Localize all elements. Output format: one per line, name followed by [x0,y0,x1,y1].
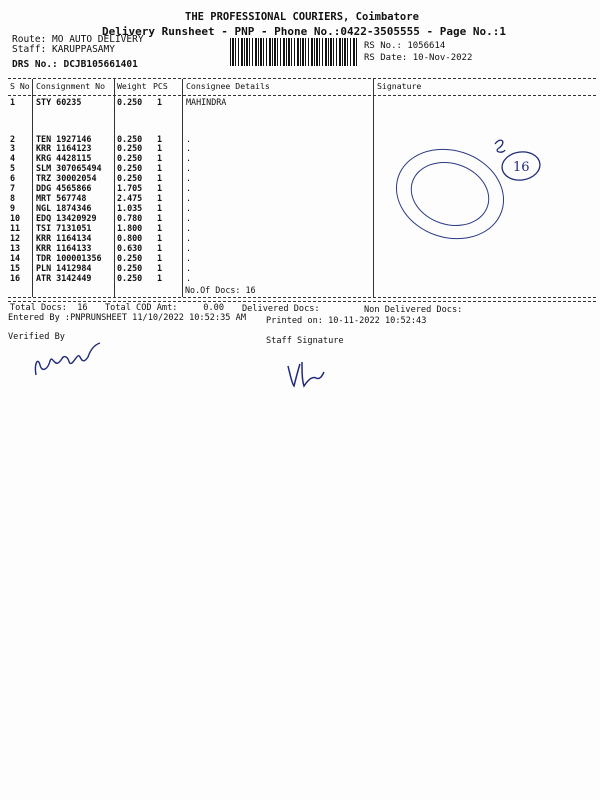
row-consignee: . [186,134,192,144]
row-weight: 0.800 [117,233,143,243]
row-weight: 0.250 [117,97,143,107]
row-sno: 15 [10,263,21,273]
delivered-docs: Delivered Docs: [242,304,320,314]
col-header-sno: S No [10,81,30,91]
row-pcs: 1 [157,183,163,193]
row-pcs: 1 [157,203,163,213]
row-sno: 1 [10,97,16,107]
row-sno: 11 [10,223,21,233]
barcode-icon [230,38,358,66]
row-consignee: . [186,223,192,233]
row-consignment: STY 60235 [36,97,82,107]
row-pcs: 1 [157,213,163,223]
row-pcs: 1 [157,134,163,144]
col-divider [182,79,183,297]
row-pcs: 1 [157,193,163,203]
row-consignment: KRR 1164123 [36,143,92,153]
row-consignee: . [186,253,192,263]
row-weight: 0.250 [117,163,143,173]
table-top-rule [8,78,596,79]
row-consignment: KRR 1164133 [36,243,92,253]
row-sno: 3 [10,143,16,153]
row-pcs: 1 [157,273,163,283]
rs-number: RS No.: 1056614 [364,41,446,51]
row-pcs: 1 [157,173,163,183]
row-weight: 1.800 [117,223,143,233]
row-pcs: 1 [157,153,163,163]
row-weight: 0.250 [117,143,143,153]
row-consignee: . [186,163,192,173]
row-pcs: 1 [157,243,163,253]
row-consignee: . [186,263,192,273]
row-sno: 5 [10,163,16,173]
row-weight: 0.250 [117,263,143,273]
circled-number-text: 16 [513,160,530,175]
drs-number: DRS No.: DCJB105661401 [12,59,138,70]
col-divider [114,79,115,297]
row-consignment: TEN 1927146 [36,134,92,144]
row-pcs: 1 [157,143,163,153]
row-consignee: . [186,203,192,213]
col-header-weight: Weight [117,81,147,91]
row-sno: 12 [10,233,21,243]
row-consignment: TSI 7131051 [36,223,92,233]
col-header-consignee: Consignee Details [186,81,270,91]
runsheet-title: Delivery Runsheet - PNP - Phone No.:0422-3505555 - Page No.:1 [102,25,506,38]
col-header-signature: Signature [377,81,422,91]
row-sno: 6 [10,173,16,183]
total-docs: Total Docs: 16 [10,303,88,313]
row-consignee: . [186,193,192,203]
staff-signature-icon [282,356,332,391]
row-consignment: KRG 4428115 [36,153,92,163]
table-header-rule [8,95,596,96]
row-sno: 9 [10,203,16,213]
col-header-consignment: Consignment No [36,81,106,91]
col-divider [373,79,374,297]
row-sno: 2 [10,134,16,144]
row-pcs: 1 [157,263,163,273]
row-consignment: MRT 567748 [36,193,87,203]
row-consignment: PLN 1412984 [36,263,92,273]
row-consignment: DDG 4565866 [36,183,92,193]
printed-on: Printed on: 10-11-2022 10:52:43 [266,316,427,326]
row-sno: 8 [10,193,16,203]
row-consignee: . [186,213,192,223]
row-sno: 10 [10,213,21,223]
row-pcs: 1 [157,163,163,173]
company-title: THE PROFESSIONAL COURIERS, Coimbatore [185,11,419,23]
total-cod: Total COD Amt: 0.00 [105,303,224,313]
non-delivered-docs: Non Delivered Docs: [364,305,463,315]
col-divider [32,79,33,297]
verified-signature-icon [28,335,108,380]
row-consignee: . [186,243,192,253]
row-consignee: . [186,233,192,243]
row-weight: 0.250 [117,173,143,183]
staff-name: Staff: KARUPPASAMY [12,44,115,55]
row-weight: 0.630 [117,243,143,253]
row-consignment: TDR 100001356 [36,253,102,263]
row-pcs: 1 [157,97,163,107]
row-sno: 13 [10,243,21,253]
row-sno: 4 [10,153,16,163]
row-pcs: 1 [157,233,163,243]
entered-by: Entered By :PNPRUNSHEET 11/10/2022 10:52:35 AM [8,313,246,323]
row-weight: 0.250 [117,253,143,263]
row-weight: 0.250 [117,273,143,283]
row-consignee: . [186,153,192,163]
row-consignment: ATR 3142449 [36,273,92,283]
row-consignee: . [186,173,192,183]
verified-by-label: Verified By [8,332,65,342]
footer-rule [8,301,596,302]
row-consignee: . [186,273,192,283]
row-weight: 2.475 [117,193,143,203]
table-bottom-rule [8,297,596,298]
rs-date: RS Date: 10-Nov-2022 [364,53,473,63]
row-consignment: SLM 307065494 [36,163,102,173]
col-header-pcs: PCS [153,81,168,91]
circled-number-annotation [485,132,545,187]
row-weight: 0.250 [117,153,143,163]
row-weight: 0.780 [117,213,143,223]
staff-signature-label: Staff Signature [266,336,344,346]
row-consignee: . [186,143,192,153]
row-consignee: MAHINDRA [186,97,227,107]
row-sno: 7 [10,183,16,193]
row-weight: 1.035 [117,203,143,213]
row-consignment: KRR 1164134 [36,233,92,243]
row-pcs: 1 [157,223,163,233]
row-pcs: 1 [157,253,163,263]
row-weight: 1.705 [117,183,143,193]
row-consignment: TRZ 30002054 [36,173,97,183]
no-of-docs: No.Of Docs: 16 [185,285,256,295]
row-weight: 0.250 [117,134,143,144]
route: Route: MO AUTO DELIVERY [12,34,144,45]
row-consignment: EDQ 13420929 [36,213,97,223]
stamp-inner-ring [402,152,497,236]
row-consignment: NGL 1874346 [36,203,92,213]
row-sno: 16 [10,273,21,283]
row-consignee: . [186,183,192,193]
row-sno: 14 [10,253,21,263]
